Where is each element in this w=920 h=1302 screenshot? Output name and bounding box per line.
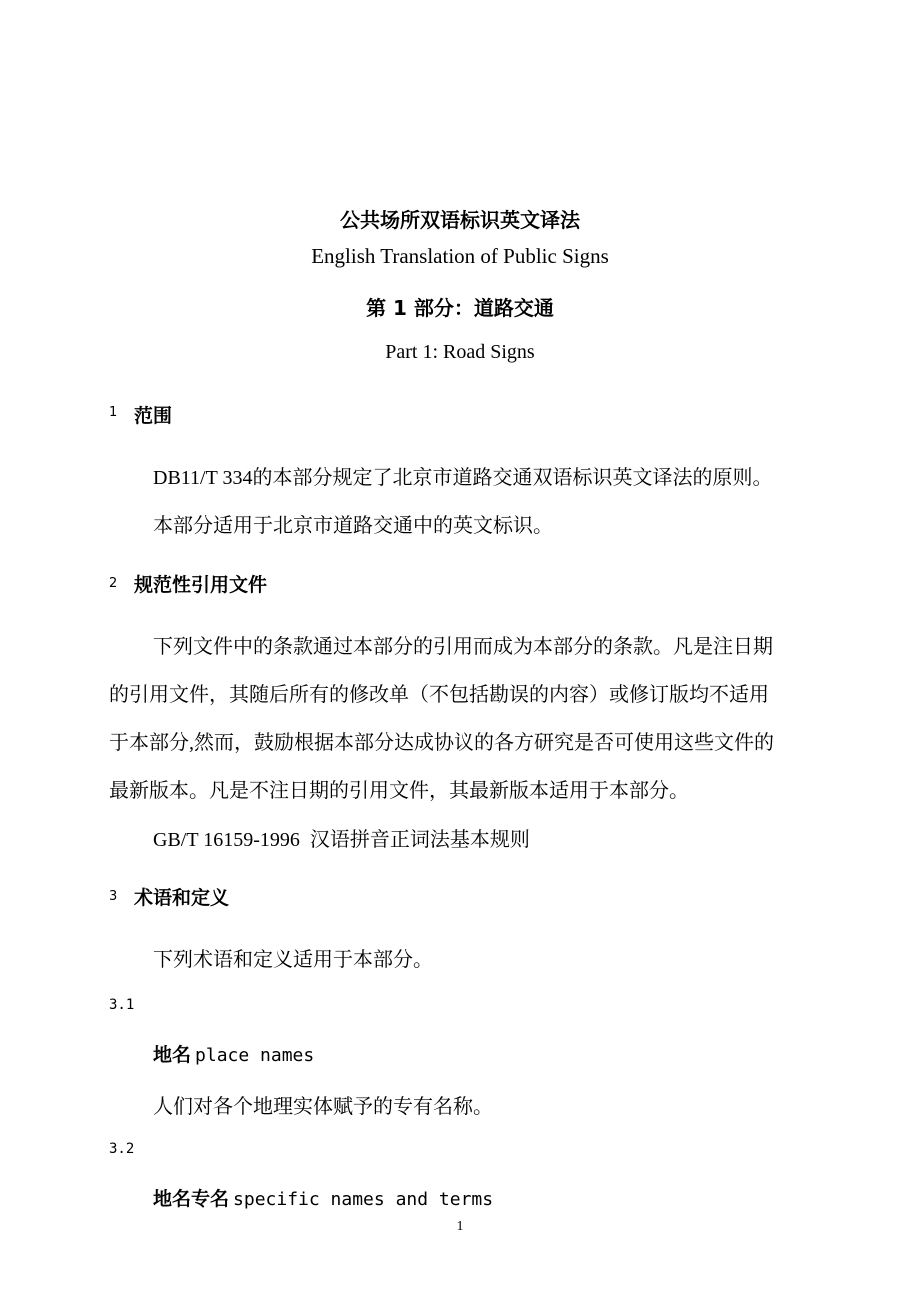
section-1-number: 1	[109, 405, 118, 420]
section-2-paragraph-line-3: 于本部分,然而，鼓励根据本部分达成协议的各方研究是否可使用这些文件的	[109, 732, 774, 754]
term-3-2-heading	[153, 1184, 493, 1211]
page-number: 1	[456, 1219, 464, 1234]
part-title-cn: 第 1 部分：道路交通	[366, 296, 554, 320]
part-title-en: Part 1: Road Signs	[385, 341, 535, 363]
section-3-number: 3	[109, 889, 118, 904]
term-3-2-name-en: specific names and terms	[233, 1189, 494, 1210]
section-2-paragraph-line-1: 下列文件中的条款通过本部分的引用而成为本部分的条款。凡是注日期	[153, 636, 773, 658]
term-3-1-name-en: place names	[195, 1045, 315, 1066]
term-3-1-definition: 人们对各个地理实体赋予的专有名称。	[153, 1096, 493, 1118]
section-2-paragraph-line-4: 最新版本。凡是不注日期的引用文件，其最新版本适用于本部分。	[109, 780, 689, 802]
term-3-1-number: 3.1	[109, 997, 135, 1013]
section-3-paragraph-1: 下列术语和定义适用于本部分。	[153, 949, 433, 971]
document-title-cn: 公共场所双语标识英文译法	[340, 208, 580, 232]
section-2-number: 2	[109, 576, 118, 591]
term-3-2-name-cn: 地名专名	[153, 1188, 230, 1210]
term-3-2-number: 3.2	[109, 1141, 135, 1157]
section-1-title: 范围	[134, 405, 173, 427]
section-3-title: 术语和定义	[134, 887, 230, 909]
section-1-paragraph-2: 本部分适用于北京市道路交通中的英文标识。	[153, 515, 553, 537]
section-1-paragraph-1: DB11/T 334的本部分规定了北京市道路交通双语标识英文译法的原则。	[153, 467, 773, 489]
term-3-1-heading	[153, 1040, 314, 1067]
section-2-paragraph-line-2: 的引用文件，其随后所有的修改单（不包括勘误的内容）或修订版均不适用	[109, 684, 769, 706]
section-2-title: 规范性引用文件	[134, 574, 268, 596]
document-title-en: English Translation of Public Signs	[311, 244, 609, 268]
term-3-1-name-cn: 地名	[153, 1044, 192, 1066]
normative-reference: GB/T 16159-1996 汉语拼音正词法基本规则	[153, 829, 530, 851]
